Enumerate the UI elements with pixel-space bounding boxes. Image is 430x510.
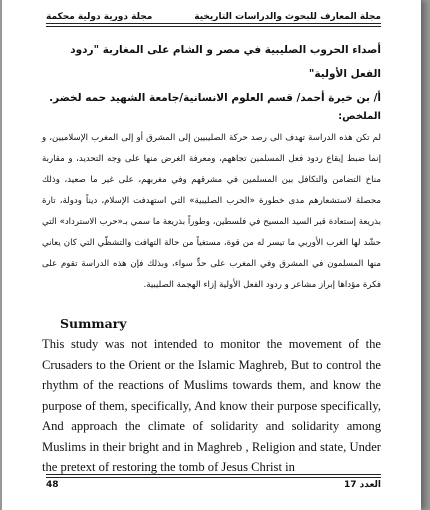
page-number: 48: [46, 480, 59, 490]
page-header: [46, 2, 381, 22]
header-journal-name: مجلة المعارف للبحوث والدراسات التاريخية: [194, 12, 381, 22]
document-page: [2, 0, 421, 510]
summary-text: This study was not intended to monitor the movement of the Crusaders to the Orient or the Islamic Maghreb, But to control the rhythm of the reactions of Muslims towards them, and know the purpose of them, specifically, And know their purpose specifically, And approach the climate of solidarity and solidarity among Muslims in their bright and in Maghreb , Religion and state, Under the pretext of restoring the tomb of Jesus Christ in: [42, 337, 381, 474]
abstract-text: لم تكن هذه الدراسة تهدف الى رصد حركة الصليبيين إلى المشرق أو إلى المغرب الإسلاميين، و إنما ضبط إيقاع ردود فعل المسلمين تجاههم، ومعرفة الغرض منها على وجه التحديد، و مقاربة مناخ التضامن والتكافل بين المسلمين في مشرقهم وفي مغربهم، على غير ما صعيد، وذلك محصلة لاستشعارهم مدى خطورة «الحرب الصليبية» التي استهدفت الإسلام، ديناً ودولة، تارة بذريعة إستعادة قبر السيد المسيح في فلسطين، وطوراً بذريعة ما سمي بـ«حرب الاسترداد» التي حشّد لها الغرب الأوربي ما تيسر له من قوة، مستغياً من حالة التهافت والتشظّي التي كان يعاني منها المسلمون في المشرق وفي المغرب على حدٍّ سواء، وبذلك فإن هذه الدراسة تقوم على فكرة مؤداها إبراز مشاعر و ردود الفعل الأولية إزاء الهجمة الصليبية.: [42, 133, 381, 290]
summary-heading: Summary: [60, 316, 127, 331]
abstract-heading: الملخص:: [338, 111, 381, 122]
header-rule: [46, 23, 381, 24]
footer-rule: [46, 474, 381, 475]
article-title-block: [42, 38, 381, 110]
article-author: أ/ بن خيرة أحمد/ قسم العلوم الانسانية/جامعة الشهيد حمه لخضر.: [49, 92, 381, 104]
article-title: أصداء الحروب الصليبية في مصر و الشام على المغاربة "ردود الفعل الأولية": [70, 44, 381, 80]
footer-rule-thin: [46, 477, 381, 478]
header-journal-type: مجلة دورية دولية محكمة: [46, 12, 153, 22]
header-rule-thin: [46, 26, 381, 27]
issue-number: العدد 17: [343, 480, 381, 490]
